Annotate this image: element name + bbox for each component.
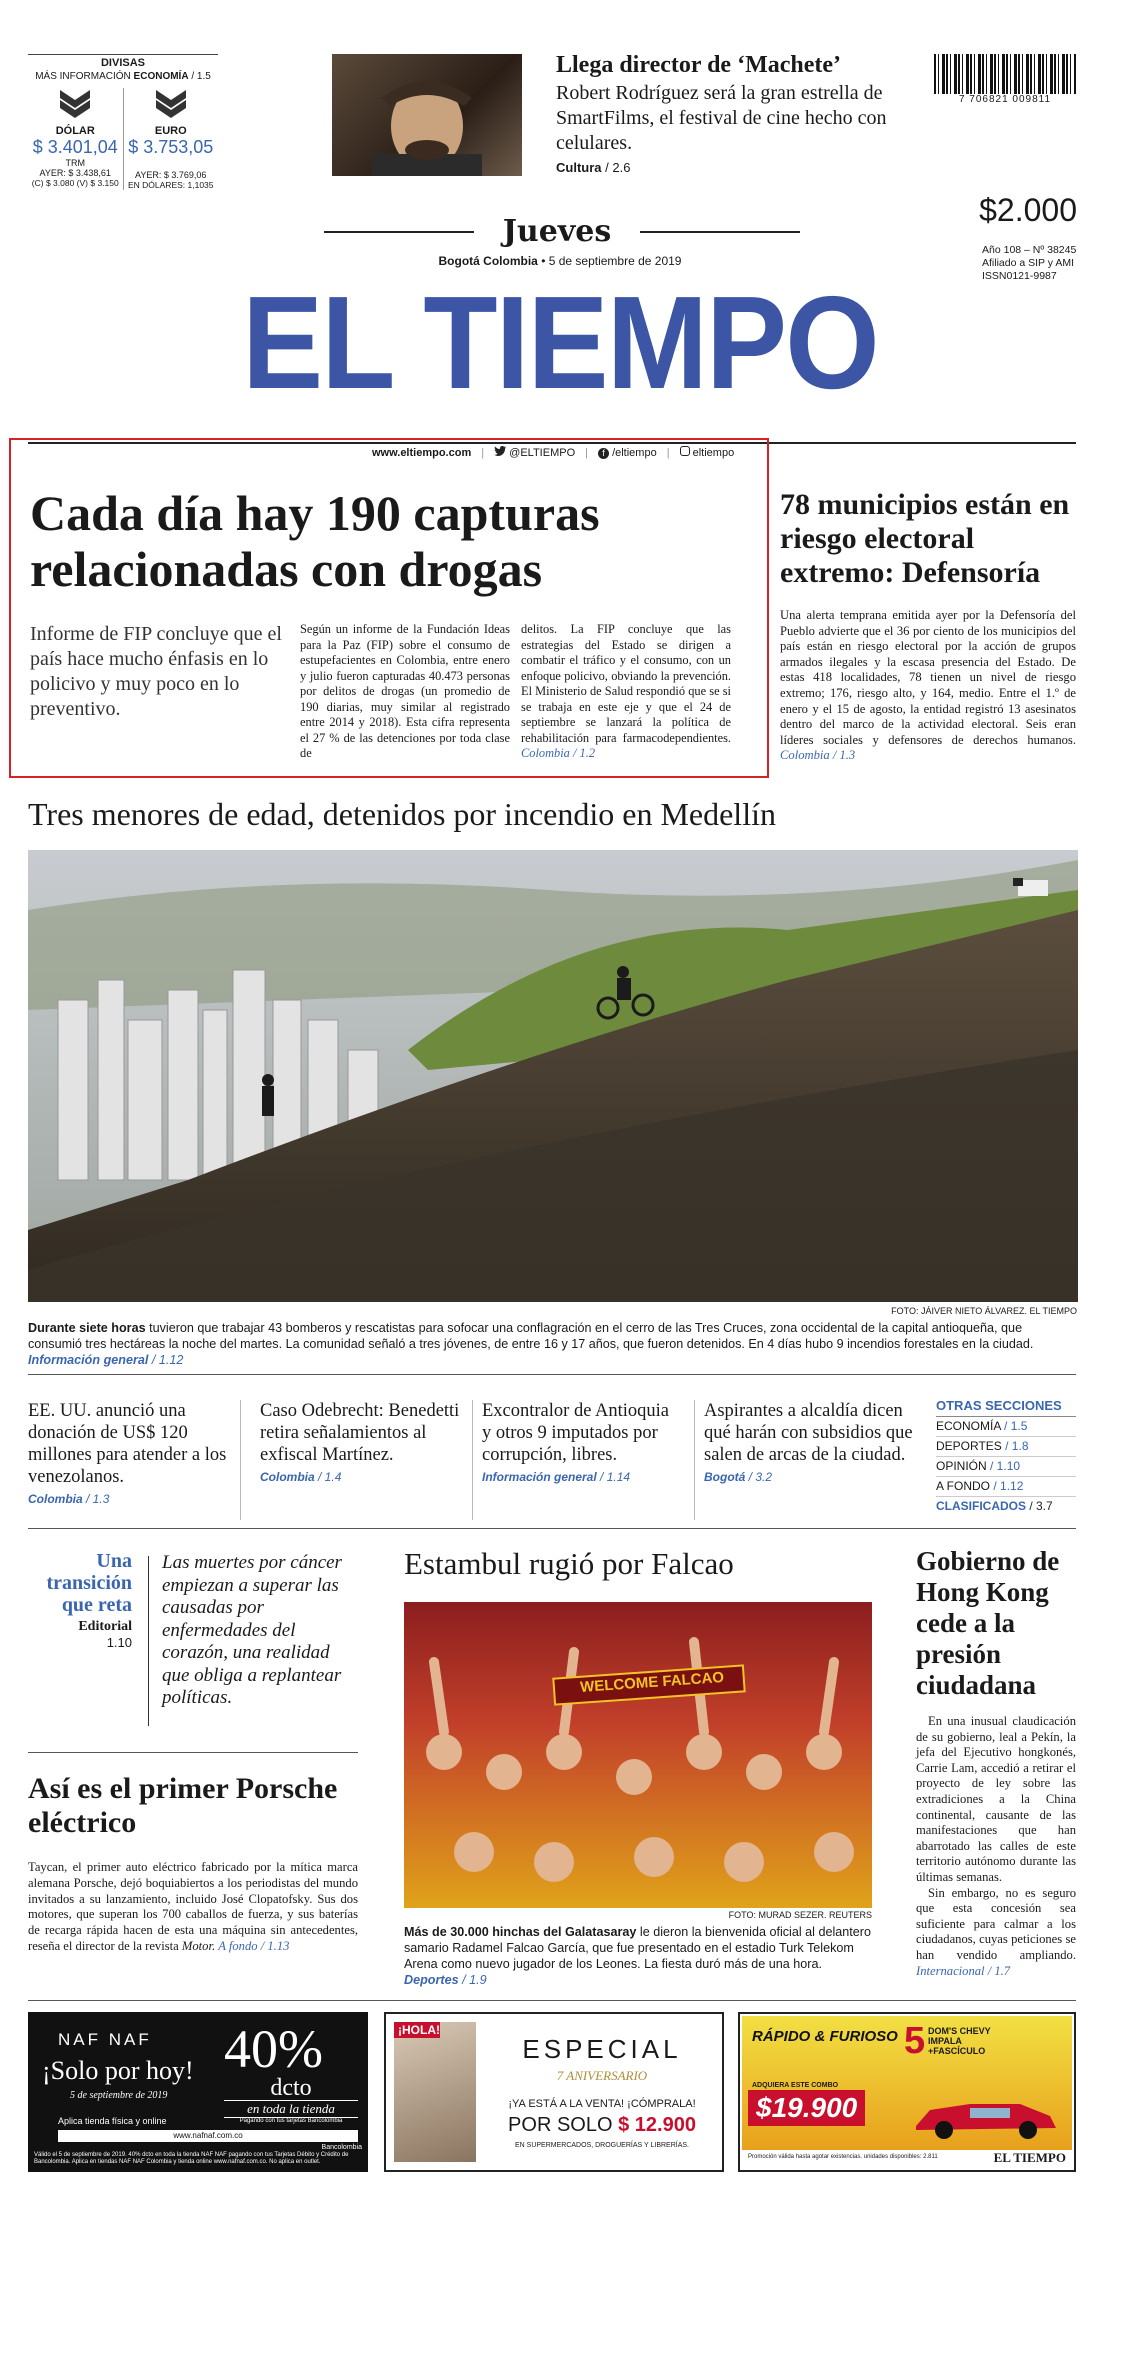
facebook-link[interactable]: f /eltiempo <box>598 447 657 459</box>
hillside-fire-image <box>28 850 1078 1302</box>
euro-block <box>124 88 219 190</box>
edition-info: Año 108 – Nº 38245 Afiliado a SIP y AMI ISSN0121-9987 <box>982 244 1077 282</box>
editorial-divider <box>148 1556 149 1726</box>
section-deportes[interactable]: DEPORTES / 1.8 <box>936 1437 1076 1457</box>
hola-cover-image: ¡HOLA! <box>394 2022 476 2162</box>
nafnaf-headline: ¡Solo por hoy! <box>42 2056 194 2085</box>
hongkong-headline[interactable]: Gobierno de Hong Kong cede a la presión ciudadana <box>916 1546 1060 1700</box>
dolar-ayer: AYER: $ 3.438,61 <box>39 168 111 178</box>
fire-photo[interactable] <box>28 850 1078 1302</box>
barcode-number: 7 706821 009811 <box>958 94 1052 105</box>
euro-ayer: AYER: $ 3.769,06 <box>135 170 207 180</box>
furious-combo-label: ADQUIERA ESTE COMBO <box>752 2082 839 2089</box>
nafnaf-brand: NAF NAF <box>58 2030 152 2049</box>
editorial-label: Editorial <box>78 1619 132 1634</box>
teaser-section[interactable]: Cultura / 2.6 <box>556 160 631 175</box>
side-body: Una alerta temprana emitida ayer por la Defensoría del Pueblo advierte que el 36 por ciento de los municipios del país están en riesgo electoral por la acción de grupos armados ilegales y la escasa presencia del Estado. De estas 418 localidades, 78 tienen un nivel de riesgo extremo; 176, riesgo alto, y 164, medio. Entre el 1.º de enero y el 15 de agosto, la entidad registró 13 asesinatos dentro del marco de la actividad electoral. Seis eran líderes sociales y defensores de derechos humanos. Colombia / 1.3 <box>780 608 1076 763</box>
section-opinion[interactable]: OPINIÓN / 1.10 <box>936 1457 1076 1477</box>
fans-stadium-image <box>404 1602 872 1908</box>
nafnaf-aplica: Aplica tienda física y online <box>58 2116 167 2126</box>
facebook-icon: f <box>598 448 609 459</box>
furious-ad[interactable] <box>738 2012 1076 2172</box>
side-section-link[interactable]: Colombia / 1.3 <box>780 748 856 763</box>
fire-section-link[interactable]: Información general / 1.12 <box>28 1353 184 1367</box>
lead-headline[interactable]: Cada día hay 190 capturas relacionadas con drogas <box>30 485 600 597</box>
hola-donde: EN SUPERMERCADOS, DROGUERÍAS Y LIBRERÍAS. <box>514 2142 689 2149</box>
lead-col1: Según un informe de la Fundación Ideas para la Paz (FIP) sobre el consumo de estupefacientes en Colombia, entre enero y julio fueron capturadas 40.473 personas por delitos de drogas (un promedio de 190 diarias, muy similar al registrado entre 2014 y 2018). Esta cifra representa el 27 % de las detenciones por toda clase de <box>300 622 510 760</box>
porsche-headline[interactable]: Así es el primer Porsche eléctrico <box>28 1772 338 1839</box>
teaser-title[interactable]: Llega director de ‘Machete’ <box>556 52 842 78</box>
nafnaf-web[interactable]: www.nafnaf.com.co <box>58 2130 358 2142</box>
other-sections <box>936 1398 1076 1516</box>
dolar-sub: TRM <box>65 158 85 168</box>
hongkong-body: En una inusual claudicación de su gobierno, leal a Pekín, la jefa del Ejecutivo hongkonés, Carrie Lam, accedió a retirar el proyecto de ley sobre las extradiciones a la China continental, causante de las manifestaciones que han abarrotado las calles de este territorio autónomo durante las últimas semanas. Sin embargo, no es seguro que esta concesión sea suficiente para calmar a los ciudadanos, cuyas peticiones se han vendido ampliando. Internacional / 1.7 <box>916 1714 1076 1978</box>
currency-title: DIVISAS <box>28 54 218 69</box>
lead-deck: Informe de FIP concluye que el país hace mucho énfasis en lo policivo y muy poco en lo preventivo. <box>30 623 282 720</box>
other-sections-title: OTRAS SECCIONES <box>936 1398 1076 1417</box>
furious-price: $19.900 <box>748 2090 865 2126</box>
dolar-value: $ 3.401,04 <box>32 137 118 157</box>
brief-item[interactable]: Aspirantes a alcaldía dicen qué harán con subsidios que salen de arcas de la ciudad. Bogotá / 3.2 <box>704 1401 913 1484</box>
porsche-section-link[interactable]: A fondo / 1.13 <box>218 1938 290 1953</box>
dolar-label: DÓLAR <box>55 125 95 137</box>
falcao-caption: Más de 30.000 hinchas del Galatasaray le dieron la bienvenida oficial al delantero samario Radamel Falcao García, que fue presentado en el estadio Turk Telekom Arena como nuevo jugador de los Leones. La fiesta duró más de una hora. Deportes / 1.9 <box>404 1925 871 1987</box>
euro-label: EURO <box>154 125 187 137</box>
nafnaf-bank: Bancolombia <box>321 2144 362 2151</box>
falcao-banner: WELCOME FALCAO <box>579 1668 725 1697</box>
falcao-section-link[interactable]: Deportes / 1.9 <box>404 1973 487 1987</box>
teaser-body: Robert Rodríguez será la gran estrella de SmartFilms, el festival de cine hecho con celulares. <box>556 82 887 154</box>
euro-arrow-icon <box>154 88 188 120</box>
instagram-link[interactable]: eltiempo <box>680 446 735 459</box>
falcao-photo[interactable] <box>404 1602 872 1908</box>
furious-brand: EL TIEMPO <box>993 2150 1066 2165</box>
side-headline[interactable]: 78 municipios están en riesgo electoral extremo: Defensoría <box>780 488 1070 589</box>
nafnaf-ad[interactable] <box>28 2012 368 2172</box>
falcao-headline[interactable]: Estambul rugió por Falcao <box>404 1546 734 1581</box>
price: $2.000 <box>979 192 1077 228</box>
brief-divider <box>694 1400 695 1520</box>
dolar-cv: (C) $ 3.080 (V) $ 3.150 <box>31 178 119 188</box>
section-clasificados[interactable]: CLASIFICADOS / 3.7 <box>936 1499 1053 1513</box>
hola-price: POR SOLO $ 12.900 <box>508 2114 696 2136</box>
lead-col2: delitos. La FIP concluye que las estrategias del Estado se dirigen a combatir el tráfico y el consumo, con un enfoque policivo, obviando la prevención. El Ministerio de Salud respondió que se si se trabaja en este eje y que el 24 de septiembre se lanzará la política de rehabilitación para farmacodependientes. Colombia / 1.2 <box>521 622 731 760</box>
day-rule-right <box>640 231 800 233</box>
porsche-body: Taycan, el primer auto eléctrico fabricado por la mítica marca alemana Porsche, dejó boquiabiertos a los periodistas del mundo invitados a su lanzamiento, incluido José Clopatofsky. Sus dos motores, que superan los 700 caballos de fuerza, y sus baterías de recarga rápida hacen de esta una máquina sin antecedentes, reseña el director de la revista Motor. A fondo / 1.13 <box>28 1860 358 1953</box>
fire-caption: Durante siete horas tuvieron que trabajar 43 bomberos y rescatistas para sofocar una conflagración en el cerro de las Tres Cruces, zona occidental de la capital antioqueña, que consumió tres hectáreas la noche del martes. La comunidad señaló a tres jóvenes, de entre 16 y 17 años, que fueron detenidos. En 4 días hubo 9 incendios forestales en la ciudad. Información general / 1.12 <box>28 1321 1034 1367</box>
euro-value: $ 3.753,05 <box>128 137 214 157</box>
masthead-date: Bogotá Colombia • 5 de septiembre de 2019 <box>438 254 682 268</box>
section-a-fondo[interactable]: A FONDO / 1.12 <box>936 1477 1076 1497</box>
website-link[interactable]: www.eltiempo.com <box>372 446 472 459</box>
nafnaf-legal: Válido el 5 de septiembre de 2019. 40% dcto en toda la tienda NAF NAF pagando con tus Tarjetas Débito y Crédito de Bancolombia. Aplica en tiendas NAF NAF Colombia y tienda online www.nafnaf.com.co. No aplica en outlet. <box>34 2152 349 2165</box>
editorial-box[interactable] <box>28 1550 132 1650</box>
lower-rule <box>28 1528 1076 1529</box>
brief-divider <box>240 1400 241 1520</box>
social-strip: www.eltiempo.com | @ELTIEMPO | f /eltiempo | eltiempo <box>372 446 735 459</box>
hongkong-section-link[interactable]: Internacional / 1.7 <box>916 1963 1011 1978</box>
section-economia[interactable]: ECONOMÍA / 1.5 <box>936 1417 1076 1437</box>
lead-section-link[interactable]: Colombia / 1.2 <box>521 746 596 760</box>
falcao-photo-credit: FOTO: MURAD SEZER. REUTERS <box>728 1910 872 1920</box>
hola-venta: ¡YA ESTÁ A LA VENTA! ¡CÓMPRALA! <box>508 2098 696 2110</box>
nafnaf-discount: 40% dcto en toda la tienda Pagando con tus tarjetas Bancolombia <box>224 2022 358 2124</box>
briefs-row <box>28 1400 928 1520</box>
furious-title: RÁPIDO & FURIOSO <box>752 2028 898 2045</box>
car-image <box>910 2086 1060 2142</box>
teaser[interactable] <box>556 52 926 175</box>
brief-item[interactable]: Excontralor de Antioquia y otros 9 imputados por corrupción, libres. Información general / 1.14 <box>482 1401 670 1484</box>
dolar-block <box>28 88 124 190</box>
editorial-rule <box>28 1752 358 1753</box>
director-portrait-image <box>332 54 522 176</box>
hola-ad[interactable] <box>384 2012 724 2172</box>
editorial-quote: Las muertes por cáncer empiezan a superar las causadas por enfermedades del corazón, una realidad que obliga a replantear políticas. <box>162 1552 342 1708</box>
dolar-arrow-icon <box>58 88 92 120</box>
currency-box <box>28 54 218 190</box>
hola-especial: ESPECIAL <box>522 2034 682 2064</box>
euro-dolares: EN DÓLARES: 1,1035 <box>127 180 214 190</box>
currency-more-info: MÁS INFORMACIÓN ECONOMÍA / 1.5 <box>35 71 211 82</box>
editorial-page: 1.10 <box>106 1635 132 1650</box>
masthead-day: Jueves <box>502 214 612 249</box>
brief-divider <box>472 1400 473 1520</box>
photo-story-headline[interactable]: Tres menores de edad, detenidos por incendio en Medellín <box>28 796 776 832</box>
hola-aniversario: 7 ANIVERSARIO <box>556 2068 648 2083</box>
nafnaf-date: 5 de septiembre de 2019 <box>70 2090 168 2101</box>
twitter-link[interactable]: @ELTIEMPO <box>494 446 575 459</box>
brief-item[interactable]: EE. UU. anunció una donación de US$ 120 millones para atender a los venezolanos. Colombia / 1.3 <box>28 1401 227 1506</box>
briefs-rule <box>28 1374 1076 1375</box>
brief-item[interactable]: Caso Odebrecht: Benedetti retira señalamientos al exfiscal Martínez. Colombia / 1.4 <box>260 1401 460 1484</box>
furious-promo: DOM'S CHEVY IMPALA +FASCÍCULO <box>928 2026 991 2056</box>
editorial-kicker[interactable]: Una transición que reta <box>46 1550 132 1616</box>
fire-photo-credit: FOTO: JÁIVER NIETO ÁLVAREZ. EL TIEMPO <box>891 1306 1077 1316</box>
barcode-image <box>934 54 1076 94</box>
masthead-logo[interactable]: EL TIEMPO <box>242 269 878 416</box>
ads-rule <box>28 2000 1076 2001</box>
teaser-photo[interactable] <box>332 54 522 176</box>
furious-legal: Promoción válida hasta agotar existencias. unidades disponibles: 2.811 <box>748 2154 938 2160</box>
furious-number: 5 <box>904 2020 926 2062</box>
day-rule-left <box>324 231 474 233</box>
